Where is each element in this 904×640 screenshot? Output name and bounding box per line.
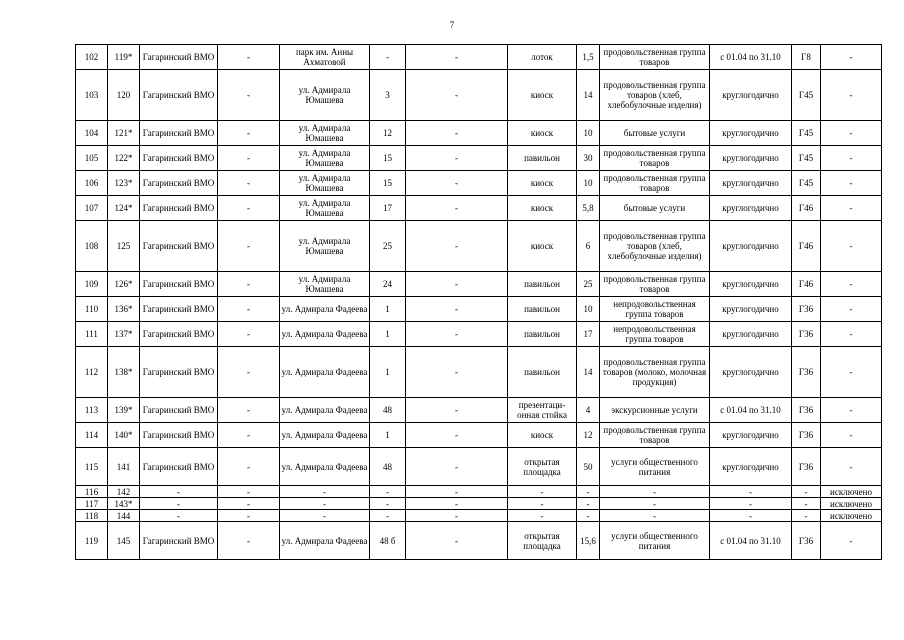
specialization-cell: непродовольственная группа товаров [600,297,710,322]
area-cell: - [577,510,600,522]
specialization-cell: продовольственная группа товаров [600,45,710,70]
district-cell: Гагаринский ВМО [140,448,218,486]
place-code: 145 [108,522,140,560]
column7-cell: - [406,448,508,486]
area-cell: 14 [577,347,600,398]
area-cell: - [577,498,600,510]
address-cell: - [280,498,370,510]
address-cell: - [280,510,370,522]
house-number: 17 [370,196,406,221]
specialization-cell: бытовые услуги [600,196,710,221]
place-code: 122* [108,146,140,171]
object-type: киоск [508,196,577,221]
column4-cell: - [218,498,280,510]
specialization-cell: - [600,486,710,498]
table-row [76,522,882,560]
address-cell: ул. Адмирала Юмашева [280,70,370,121]
row-number: 104 [76,121,108,146]
note-cell: - [821,272,882,297]
period-cell: круглогодично [710,423,792,448]
area-cell: 10 [577,121,600,146]
row-number: 113 [76,398,108,423]
place-code: 126* [108,272,140,297]
district-cell: Гагаринский ВМО [140,70,218,121]
column4-cell: - [218,121,280,146]
period-cell: - [710,486,792,498]
column7-cell: - [406,221,508,272]
address-cell: ул. Адмирала Юмашева [280,196,370,221]
row-number: 111 [76,322,108,347]
house-number: - [370,498,406,510]
period-cell: - [710,498,792,510]
placement-table [75,44,882,560]
place-code: 143* [108,498,140,510]
specialization-cell: продовольственная группа товаров (хлеб, хлебобулочные изделия) [600,70,710,121]
specialization-cell: - [600,510,710,522]
object-type: павильон [508,322,577,347]
address-cell: ул. Адмирала Юмашева [280,221,370,272]
specialization-cell: экскурсионные услуги [600,398,710,423]
address-cell: ул. Адмирала Фадеева [280,297,370,322]
row-number: 102 [76,45,108,70]
table-row [76,45,882,70]
object-type: презентаци-онная стойка [508,398,577,423]
house-number: - [370,45,406,70]
period-cell: с 01.04 по 31.10 [710,522,792,560]
place-code: 119* [108,45,140,70]
area-cell: 25 [577,272,600,297]
object-type: павильон [508,272,577,297]
row-number: 116 [76,486,108,498]
column4-cell: - [218,347,280,398]
house-number: 15 [370,171,406,196]
specialization-cell: - [600,498,710,510]
column7-cell: - [406,486,508,498]
column7-cell: - [406,121,508,146]
note-cell: - [821,522,882,560]
district-cell: Гагаринский ВМО [140,272,218,297]
period-cell: круглогодично [710,70,792,121]
area-cell: 17 [577,322,600,347]
column7-cell: - [406,522,508,560]
object-type: - [508,498,577,510]
row-number: 110 [76,297,108,322]
object-type: павильон [508,347,577,398]
object-type: киоск [508,171,577,196]
column7-cell: - [406,423,508,448]
column4-cell: - [218,322,280,347]
district-cell: - [140,510,218,522]
area-cell: - [577,486,600,498]
column7-cell: - [406,398,508,423]
specialization-cell: продовольственная группа товаров (хлеб, хлебобулочные изделия) [600,221,710,272]
address-cell: - [280,486,370,498]
specialization-cell: услуги общественного питания [600,522,710,560]
column7-cell: - [406,196,508,221]
district-cell: Гагаринский ВМО [140,297,218,322]
object-type: - [508,486,577,498]
table-row [76,121,882,146]
note-cell: - [821,221,882,272]
object-type: открытая площадка [508,448,577,486]
note-cell: исключено [821,486,882,498]
column4-cell: - [218,171,280,196]
column7-cell: - [406,146,508,171]
row-number: 118 [76,510,108,522]
place-code: 120 [108,70,140,121]
area-cell: 6 [577,221,600,272]
period-cell: круглогодично [710,146,792,171]
note-cell: - [821,45,882,70]
district-cell: Гагаринский ВМО [140,121,218,146]
district-cell: Гагаринский ВМО [140,196,218,221]
row-number: 103 [76,70,108,121]
house-number: 1 [370,423,406,448]
table-row [76,297,882,322]
zone-cell: - [792,486,821,498]
zone-cell: Г8 [792,45,821,70]
district-cell: Гагаринский ВМО [140,171,218,196]
period-cell: круглогодично [710,448,792,486]
place-code: 141 [108,448,140,486]
table-row [76,486,882,498]
house-number: 48 [370,448,406,486]
note-cell: - [821,121,882,146]
district-cell: Гагаринский ВМО [140,347,218,398]
area-cell: 4 [577,398,600,423]
zone-cell: Г36 [792,423,821,448]
zone-cell: - [792,510,821,522]
period-cell: с 01.04 по 31.10 [710,45,792,70]
area-cell: 10 [577,171,600,196]
row-number: 112 [76,347,108,398]
column4-cell: - [218,146,280,171]
period-cell: круглогодично [710,171,792,196]
zone-cell: Г45 [792,146,821,171]
specialization-cell: продовольственная группа товаров [600,272,710,297]
area-cell: 10 [577,297,600,322]
district-cell: Гагаринский ВМО [140,423,218,448]
district-cell: Гагаринский ВМО [140,398,218,423]
specialization-cell: бытовые услуги [600,121,710,146]
house-number: 24 [370,272,406,297]
column7-cell: - [406,70,508,121]
address-cell: ул. Адмирала Юмашева [280,146,370,171]
period-cell: круглогодично [710,121,792,146]
table-row [76,510,882,522]
place-code: 139* [108,398,140,423]
house-number: - [370,510,406,522]
note-cell: - [821,171,882,196]
house-number: 1 [370,297,406,322]
column4-cell: - [218,510,280,522]
place-code: 142 [108,486,140,498]
note-cell: - [821,196,882,221]
row-number: 108 [76,221,108,272]
zone-cell: Г36 [792,398,821,423]
house-number: 25 [370,221,406,272]
column7-cell: - [406,498,508,510]
district-cell: - [140,486,218,498]
specialization-cell: услуги общественного питания [600,448,710,486]
zone-cell: Г36 [792,297,821,322]
period-cell: круглогодично [710,347,792,398]
row-number: 106 [76,171,108,196]
place-code: 123* [108,171,140,196]
row-number: 115 [76,448,108,486]
zone-cell: Г46 [792,196,821,221]
place-code: 125 [108,221,140,272]
address-cell: парк им. Анны Ахматовой [280,45,370,70]
table-row [76,196,882,221]
address-cell: ул. Адмирала Фадеева [280,423,370,448]
zone-cell: Г36 [792,522,821,560]
table-row [76,70,882,121]
table-row [76,272,882,297]
table-row [76,448,882,486]
zone-cell: Г45 [792,121,821,146]
district-cell: Гагаринский ВМО [140,322,218,347]
column7-cell: - [406,297,508,322]
note-cell: - [821,322,882,347]
object-type: киоск [508,121,577,146]
table-row [76,322,882,347]
place-code: 144 [108,510,140,522]
place-code: 121* [108,121,140,146]
note-cell: - [821,70,882,121]
period-cell: круглогодично [710,322,792,347]
column4-cell: - [218,448,280,486]
column7-cell: - [406,510,508,522]
house-number: 48 б [370,522,406,560]
house-number: 3 [370,70,406,121]
place-code: 124* [108,196,140,221]
period-cell: круглогодично [710,272,792,297]
table-row [76,221,882,272]
address-cell: ул. Адмирала Фадеева [280,522,370,560]
period-cell: с 01.04 по 31.10 [710,398,792,423]
specialization-cell: непродовольственная группа товаров [600,322,710,347]
district-cell: Гагаринский ВМО [140,45,218,70]
column4-cell: - [218,297,280,322]
address-cell: ул. Адмирала Юмашева [280,272,370,297]
area-cell: 1,5 [577,45,600,70]
house-number: 1 [370,322,406,347]
zone-cell: Г36 [792,347,821,398]
note-cell: исключено [821,498,882,510]
area-cell: 5,8 [577,196,600,221]
object-type: киоск [508,423,577,448]
district-cell: Гагаринский ВМО [140,146,218,171]
row-number: 117 [76,498,108,510]
object-type: киоск [508,221,577,272]
note-cell: исключено [821,510,882,522]
address-cell: ул. Адмирала Юмашева [280,121,370,146]
object-type: павильон [508,146,577,171]
column4-cell: - [218,45,280,70]
column4-cell: - [218,522,280,560]
column7-cell: - [406,171,508,196]
column4-cell: - [218,398,280,423]
column4-cell: - [218,221,280,272]
table-row [76,171,882,196]
column4-cell: - [218,70,280,121]
column4-cell: - [218,486,280,498]
place-code: 137* [108,322,140,347]
note-cell: - [821,448,882,486]
row-number: 114 [76,423,108,448]
note-cell: - [821,398,882,423]
note-cell: - [821,297,882,322]
object-type: киоск [508,70,577,121]
page-number: 7 [449,20,455,30]
specialization-cell: продовольственная группа товаров [600,146,710,171]
specialization-cell: продовольственная группа товаров [600,171,710,196]
object-type: павильон [508,297,577,322]
zone-cell: Г45 [792,171,821,196]
address-cell: ул. Адмирала Фадеева [280,398,370,423]
table-row [76,398,882,423]
zone-cell: Г46 [792,272,821,297]
row-number: 105 [76,146,108,171]
table-row [76,146,882,171]
column4-cell: - [218,196,280,221]
row-number: 109 [76,272,108,297]
table-row [76,347,882,398]
house-number: 15 [370,146,406,171]
column7-cell: - [406,347,508,398]
column7-cell: - [406,272,508,297]
row-number: 107 [76,196,108,221]
zone-cell: Г46 [792,221,821,272]
district-cell: - [140,498,218,510]
place-code: 138* [108,347,140,398]
note-cell: - [821,347,882,398]
specialization-cell: продовольственная группа товаров (молоко, молочная продукция) [600,347,710,398]
row-number: 119 [76,522,108,560]
period-cell: круглогодично [710,297,792,322]
period-cell: круглогодично [710,221,792,272]
area-cell: 12 [577,423,600,448]
object-type: лоток [508,45,577,70]
area-cell: 15,6 [577,522,600,560]
table-row [76,498,882,510]
area-cell: 30 [577,146,600,171]
period-cell: - [710,510,792,522]
house-number: - [370,486,406,498]
zone-cell: Г45 [792,70,821,121]
address-cell: ул. Адмирала Фадеева [280,448,370,486]
period-cell: круглогодично [710,196,792,221]
zone-cell: Г36 [792,322,821,347]
place-code: 136* [108,297,140,322]
house-number: 12 [370,121,406,146]
object-type: открытая площадка [508,522,577,560]
address-cell: ул. Адмирала Фадеева [280,322,370,347]
specialization-cell: продовольственная группа товаров [600,423,710,448]
house-number: 48 [370,398,406,423]
zone-cell: Г36 [792,448,821,486]
column4-cell: - [218,423,280,448]
address-cell: ул. Адмирала Юмашева [280,171,370,196]
address-cell: ул. Адмирала Фадеева [280,347,370,398]
column4-cell: - [218,272,280,297]
district-cell: Гагаринский ВМО [140,522,218,560]
column7-cell: - [406,45,508,70]
house-number: 1 [370,347,406,398]
note-cell: - [821,423,882,448]
place-code: 140* [108,423,140,448]
table-row [76,423,882,448]
area-cell: 14 [577,70,600,121]
district-cell: Гагаринский ВМО [140,221,218,272]
note-cell: - [821,146,882,171]
object-type: - [508,510,577,522]
zone-cell: - [792,498,821,510]
area-cell: 50 [577,448,600,486]
column7-cell: - [406,322,508,347]
